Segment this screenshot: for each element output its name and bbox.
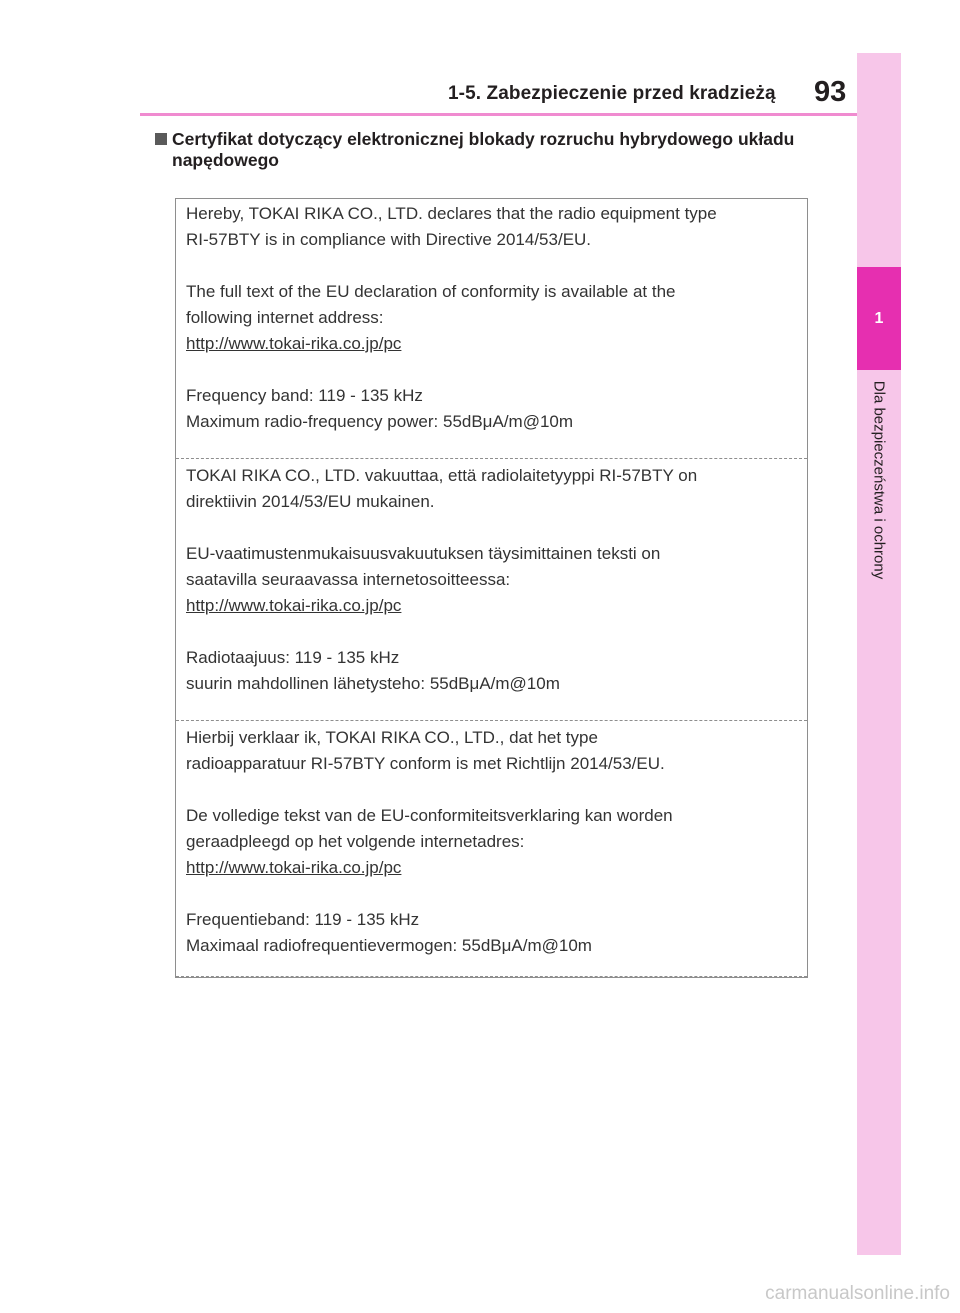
declaration-url-link[interactable]: http://www.tokai-rika.co.jp/pc [186,858,402,877]
certificate-box [175,198,808,978]
fulltext-line: De volledige tekst van de EU-conformiteitsverklaring kan worden [186,806,673,825]
certificate-section-dutch [186,725,797,959]
section-divider [176,720,807,721]
certificate-section-english [186,201,797,435]
fulltext-line: EU-vaatimustenmukaisuusvakuutuksen täysimittainen teksti on [186,544,661,563]
fulltext-line: The full text of the EU declaration of conformity is available at the [186,282,676,301]
frequency-band: Radiotaajuus: 119 - 135 kHz [186,648,400,667]
fulltext-line: geraadpleegd op het volgende internetadres: [186,832,525,851]
section-heading-line2: napędowego [172,150,279,170]
declaration-line: direktiivin 2014/53/EU mukainen. [186,492,435,511]
watermark: carmanualsonline.info [765,1283,950,1304]
section-heading [155,129,845,171]
declaration-line: RI-57BTY is in compliance with Directive 2014/53/EU. [186,230,592,249]
declaration-url-link[interactable]: http://www.tokai-rika.co.jp/pc [186,596,402,615]
max-power: Maximum radio-frequency power: 55dBμA/m@10m [186,412,574,431]
declaration-line: Hereby, TOKAI RIKA CO., LTD. declares that the radio equipment type [186,204,717,223]
page-header-title: 1-5. Zabezpieczenie przed kradzieżą [448,83,776,104]
fulltext-line: saatavilla seuraavassa internetosoitteessa: [186,570,511,589]
max-power: Maximaal radiofrequentievermogen: 55dBμA/m@10m [186,936,592,955]
section-divider [176,976,807,977]
square-bullet-icon [155,133,167,145]
header-divider [140,113,857,116]
chapter-label: Dla bezpieczeństwa i ochrony [870,380,888,580]
max-power: suurin mahdollinen lähetysteho: 55dBμA/m@10m [186,674,560,693]
declaration-line: Hierbij verklaar ik, TOKAI RIKA CO., LTD., dat het type [186,728,598,747]
section-divider [176,458,807,459]
side-tab [857,53,901,1255]
frequency-band: Frequentieband: 119 - 135 kHz [186,910,420,929]
declaration-line: radioapparatuur RI-57BTY conform is met Richtlijn 2014/53/EU. [186,754,665,773]
chapter-number-tab[interactable]: 1 [857,267,901,370]
declaration-url-link[interactable]: http://www.tokai-rika.co.jp/pc [186,334,402,353]
fulltext-line: following internet address: [186,308,384,327]
frequency-band: Frequency band: 119 - 135 kHz [186,386,423,405]
page-number: 93 [814,76,847,108]
section-heading-line1: Certyfikat dotyczący elektronicznej blokady rozruchu hybrydowego układu [172,129,795,149]
declaration-line: TOKAI RIKA CO., LTD. vakuuttaa, että radiolaitetyyppi RI-57BTY on [186,466,698,485]
certificate-section-finnish [186,463,797,697]
